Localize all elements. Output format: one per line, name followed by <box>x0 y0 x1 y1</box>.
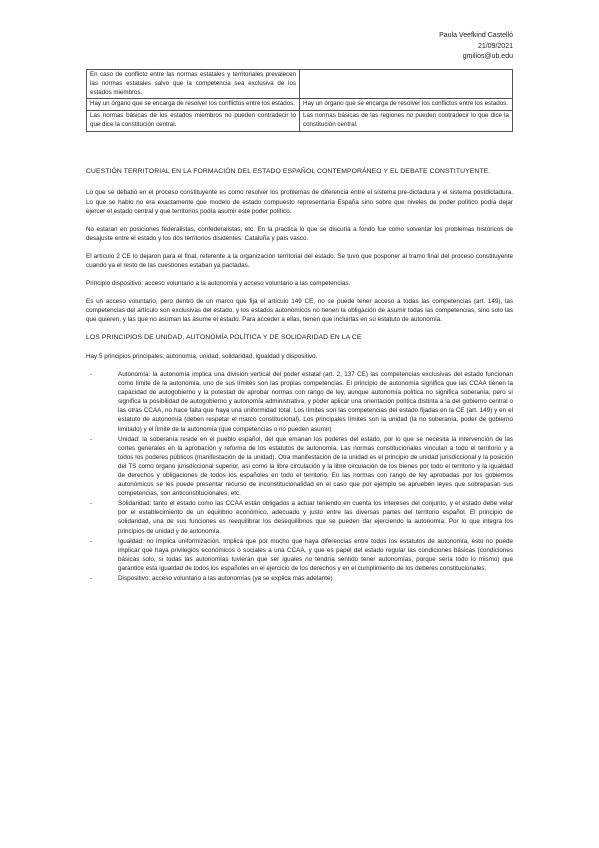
section-heading: CUESTIÓN TERRITORIAL EN LA FORMACIÓN DEL ESTADO ESPAÑOL CONTEMPORÁNEO Y EL DEBATE CONSTITUYENTE. <box>86 168 491 175</box>
comparison-table <box>86 69 513 132</box>
list-item-text: Dispositivo: acceso voluntario a las autonomías (ya se explica más adelante) <box>118 575 333 582</box>
page-header <box>439 31 513 63</box>
paragraph: Principio dispositivo: acceso voluntario a la autonomía y acceso voluntario a las competencias. <box>86 280 351 288</box>
bullet-dash: - <box>90 537 93 545</box>
list-item <box>86 435 513 499</box>
list-item-text: Autonomía: la autonomía implica una división vertical del poder estatal (art. 2, 137 CE) las competencias exclusivas del estado funcionan como límite de la autonomía, uno de sus límites son las propias competencias. El principio de autonomía significa que las CCAA tienen la capacidad de autogobierno y la potestad de aprobar normas con rango de ley, aunque autonomía política no significa soberanía, pero sí significa la posibilidad de autogobierno y autonomía administrativa, y poder aplicar una orientación política distinta a la del gobierno central o las otras CCAA, no hace falta que haya una uniformidad total. Los límites son las competencias del estado fijadas en la CE (art. 149) y en el estatuto de autonomía (deben respetar el marco constitucional). Los principales límites son la unidad (la no soberanía, poder de gobierno limitado) y el límite de la autonomía (que competencias o no pueden asumir) <box>118 370 513 433</box>
paragraph: Es un acceso voluntario, pero dentro de un marco que fija el artículo 149 CE, no se puede tener acceso a todas las competencias (art. 149), las competencias del artículo son exclusivas del estado, y los estados autonómicos no tienen la obligación de asumir todas las competencias, sino solo las que quieren, y las que no asuman las asume el estado. Para acceder a ellas, tienen que incluirlas en su estatuto de autonomía. <box>86 298 513 324</box>
paragraph: No estaran en posiciones federalistas, confederalistas, etc. En la practica lo que se discutía a fondo fue como solventar los problemas históricos de desajuste entre el estado y los dos territorios disidentes: Cataluña y país vasco. <box>86 225 513 242</box>
table-row <box>87 70 513 99</box>
table-row <box>87 99 513 111</box>
table-cell: En caso de conflicto entre las normas estatales y territoriales prevalecen las normas estatales salvo que la competencia sea exclusiva de los estados miembros. <box>87 70 300 99</box>
author-name: Paula Veefkind Castelló <box>439 32 513 39</box>
paragraph: Hay 5 principios principales: autonomía, unidad, solidaridad, igualdad y dispositivo. <box>86 352 318 360</box>
list-item-text: Igualdad: no implica uniformización. Implica que por mucho que haya diferencias entre todos los estatutos de autonomía, esto no puede implicar que haya privilegios económicos o sociales a una CCAA, y que es papel del estado regular las condiciones básicas (condiciones básicas solo, si todas las autonomías tuvieran que ser iguales no tendría sentido tener autonomías, porque sería todo lo mismo) que garantice esta igualdad de todos los españoles en el ejercicio de los derechos y en el cumplimiento de los deberes constitucionales. <box>118 537 513 572</box>
principles-list <box>86 370 513 583</box>
paragraph: Lo que se debatió en el proceso constituyente es como resolver los problemas de diferencia entre el sistema pre-dictadura y el sistema postdictadura. Lo que se hablo no era exactamente que modelo de estado compuesto representaría España sino sobre que niveles de poder político podía dejar ejercer el estado central y que territorios podía asumir este poder político. <box>86 189 513 215</box>
table-cell: Las normas básicas de los estados miembros no pueden contradecir lo que dice la constitución central. <box>87 111 300 132</box>
document-body <box>86 161 513 584</box>
section-heading: LOS PRINCIPIOS DE UNIDAD, AUTONOMÍA POLÍTICA Y DE SOLIDARIDAD EN LA CE <box>86 334 362 342</box>
list-item-text: Solidaridad: tanto el estado como las CCAA están obligados a actuar teniendo en cuenta los intereses del conjunto, y el estado debe velar por el establecimiento de un equilibrio económico, adecuado y justo entre las diversas partes del territorio español. El principio de solidaridad, una de sus funciones es reequilibrar los desequilibrios que se pueden dar ejerciendo la autonomía. Por lo que integra los principios de unidad y de autonomía. <box>118 500 513 535</box>
bullet-dash: - <box>90 500 93 508</box>
table-row <box>87 111 513 132</box>
bullet-dash: - <box>90 435 93 443</box>
bullet-dash: - <box>90 370 93 378</box>
table-cell: Las normas básicas de las regiones no pueden contradecir lo que dice la constitución central. <box>300 111 513 132</box>
table-cell: Hay un órgano que se encarga de resolver los conflictos entre los estados. <box>87 99 300 111</box>
list-item <box>86 499 513 535</box>
paragraph: El artículo 2 CE lo dejaron para el final, referente a la organización territorial del estado. Se tuvo que posponer al tramo final del proceso constituyente cuando ya el resto de las cuestiones estaban ya pactadas. <box>86 252 513 269</box>
list-item <box>86 574 513 583</box>
author-email: gmilios@ub.edu <box>462 53 513 60</box>
list-item <box>86 370 513 434</box>
table-cell: Hay un órgano que se encarga de resolver los conflictos entre los estados. <box>300 99 513 111</box>
document-date: 21/09/2021 <box>477 42 513 50</box>
list-item <box>86 537 513 573</box>
bullet-dash: - <box>90 575 93 582</box>
list-item-text: Unidad: la soberanía reside en el pueblo español, del que emanan los poderes del estado, por lo que se necesita la intervención de las cortes generales en la aprobación y reforma de los estatutos de autonomía. Las normas constitucionales vinculan a todo el territorio y a todos los poderes públicos (manifestación de la unidad). Otra manifestación de la unidad es el principio de unidad jurisdiccional y la posición del TS como órgano jurisdiccional superior, así como la libre circulación y la libre circulación de los bienes por todo el territorio y la igualdad de derechos y obligaciones de todos los españoles en todo el territorio. En las normas con rango de ley aprobadas por los gobiernos autonómicos se les puede presentar recurso de inconstitucionalidad en el caso que por ejemplo se aprueben leyes que sobrepasan sus competencias, son anticonstitucionales, etc. <box>118 435 513 498</box>
table-cell <box>300 70 513 99</box>
